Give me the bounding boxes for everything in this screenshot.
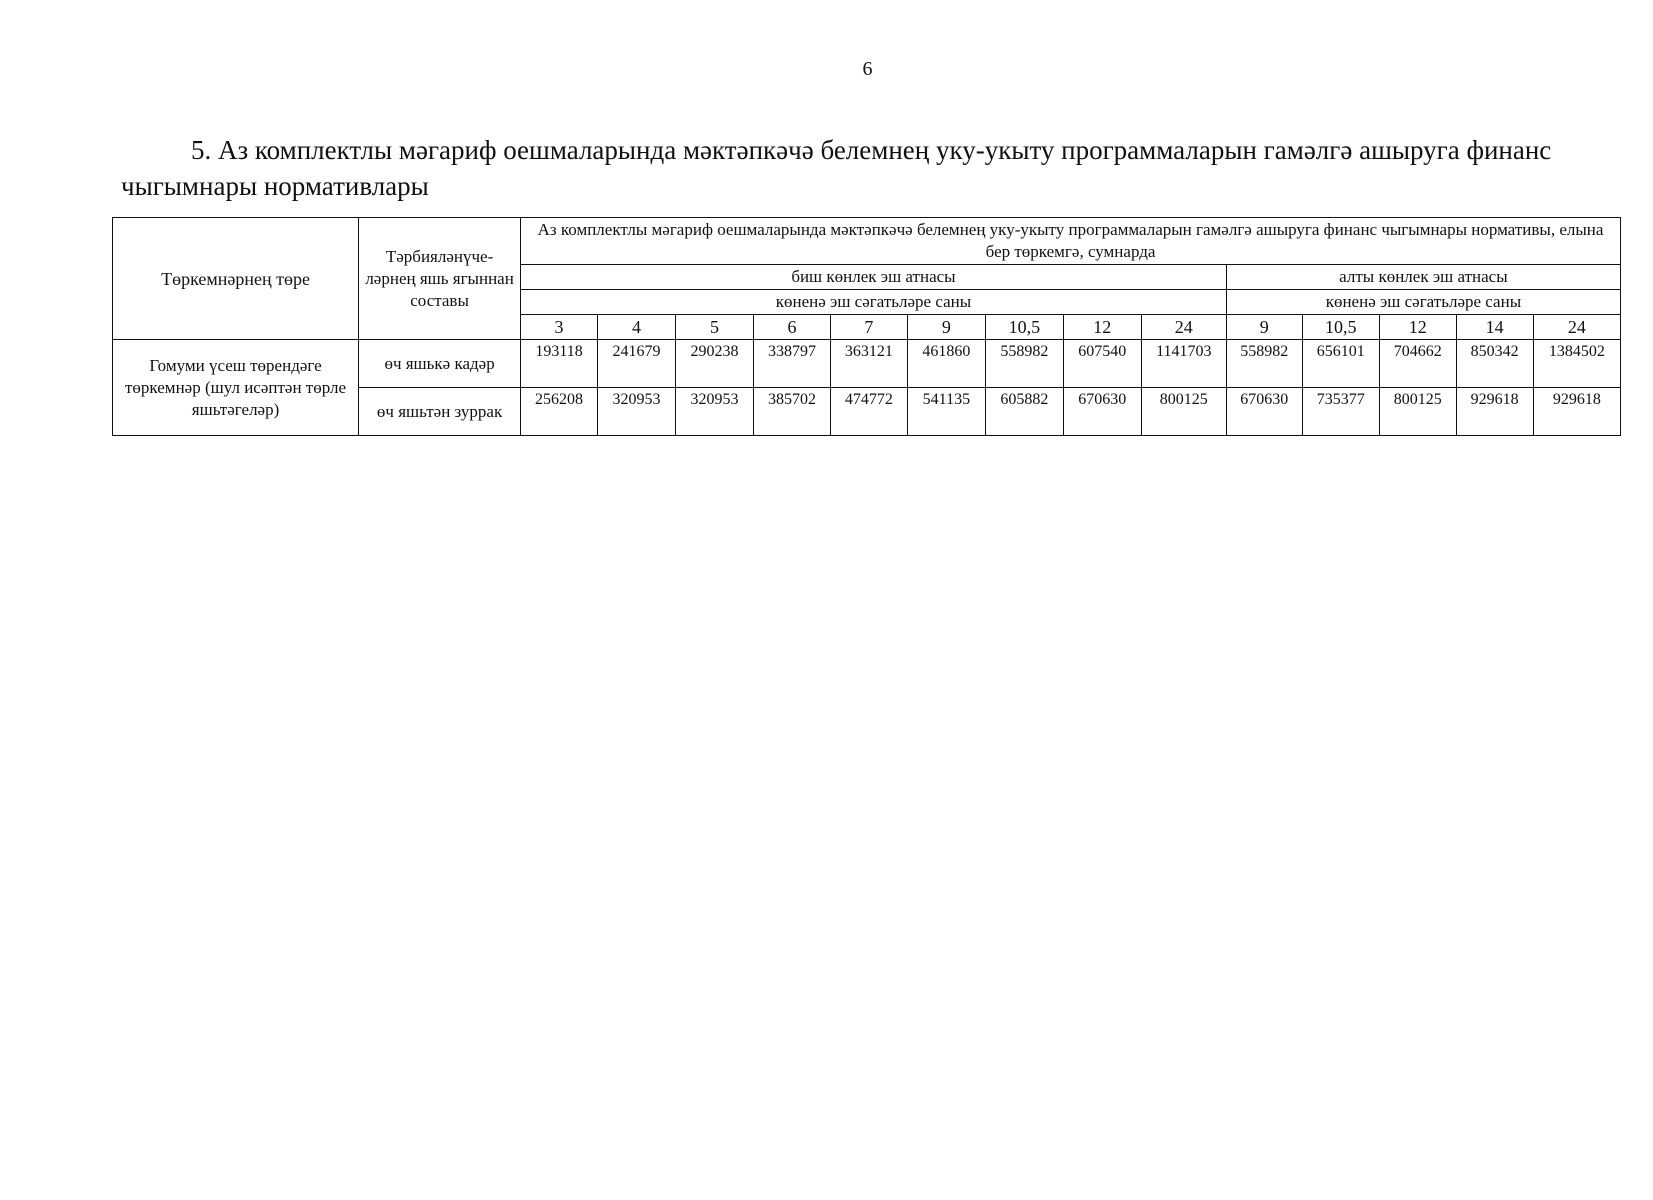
value-cell: 605882 <box>985 388 1063 436</box>
value-cell: 320953 <box>676 388 754 436</box>
section-heading: 5. Аз комплектлы мәгариф оешмаларында мәктәпкәчә белемнең уку-укыту программаларын гамәлгә ашыруга финанс чыгымнары нормативлары <box>121 135 1552 201</box>
value-cell: 363121 <box>830 340 907 388</box>
header-norm-title: Аз комплектлы мәгариф оешмаларында мәктәпкәчә белемнең уку-укыту программаларын гамәлгә ашыруга финанс чыгымнары нормативы, елына бер төркемгә, сумнарда <box>521 218 1621 265</box>
header-hours-cell: 7 <box>830 315 907 340</box>
header-hours-cell: 10,5 <box>1302 315 1379 340</box>
header-group-type: Төркемнәрнең төре <box>113 218 359 340</box>
header-hours-cell: 6 <box>753 315 830 340</box>
header-five-day-week: биш көнлек эш атнасы <box>521 265 1227 290</box>
header-hours-cell: 24 <box>1141 315 1226 340</box>
value-cell: 670630 <box>1063 388 1141 436</box>
header-six-day-week: алты көнлек эш атнасы <box>1226 265 1620 290</box>
group-type-cell: Гомуми үсеш төрендәге төркемнәр (шул исәптән төрле яшьтәгеләр) <box>113 340 359 436</box>
header-hours-label-six: көненә эш сәгатьләре саны <box>1226 290 1620 315</box>
value-cell: 320953 <box>598 388 676 436</box>
value-cell: 656101 <box>1302 340 1379 388</box>
header-hours-cell: 5 <box>676 315 754 340</box>
value-cell: 735377 <box>1302 388 1379 436</box>
value-cell: 558982 <box>1226 340 1302 388</box>
value-cell: 704662 <box>1379 340 1456 388</box>
value-cell: 474772 <box>830 388 907 436</box>
norms-table <box>112 217 1621 436</box>
value-cell: 1141703 <box>1141 340 1226 388</box>
header-hours-cell: 4 <box>598 315 676 340</box>
header-age-composition: Тәрбияләнүче-ләрнең яшь ягыннан составы <box>359 218 521 340</box>
header-hours-cell: 14 <box>1456 315 1533 340</box>
value-cell: 929618 <box>1456 388 1533 436</box>
value-cell: 800125 <box>1141 388 1226 436</box>
value-cell: 461860 <box>907 340 985 388</box>
header-hours-cell: 12 <box>1063 315 1141 340</box>
header-hours-cell: 24 <box>1533 315 1620 340</box>
value-cell: 800125 <box>1379 388 1456 436</box>
value-cell: 1384502 <box>1533 340 1620 388</box>
value-cell: 850342 <box>1456 340 1533 388</box>
value-cell: 338797 <box>753 340 830 388</box>
header-hours-cell: 10,5 <box>985 315 1063 340</box>
header-hours-cell: 9 <box>907 315 985 340</box>
header-row-title <box>113 218 1621 265</box>
page-number: 6 <box>862 58 873 80</box>
value-cell: 929618 <box>1533 388 1620 436</box>
value-cell: 193118 <box>521 340 598 388</box>
header-hours-label-five: көненә эш сәгатьләре саны <box>521 290 1227 315</box>
value-cell: 607540 <box>1063 340 1141 388</box>
header-hours-cell: 9 <box>1226 315 1302 340</box>
value-cell: 290238 <box>676 340 754 388</box>
age-cell: өч яшькә кадәр <box>359 340 521 388</box>
header-hours-cell: 12 <box>1379 315 1456 340</box>
value-cell: 541135 <box>907 388 985 436</box>
age-cell: өч яшьтән зуррак <box>359 388 521 436</box>
value-cell: 385702 <box>753 388 830 436</box>
value-cell: 241679 <box>598 340 676 388</box>
value-cell: 558982 <box>985 340 1063 388</box>
table-row <box>113 340 1621 388</box>
value-cell: 256208 <box>521 388 598 436</box>
header-hours-cell: 3 <box>521 315 598 340</box>
value-cell: 670630 <box>1226 388 1302 436</box>
